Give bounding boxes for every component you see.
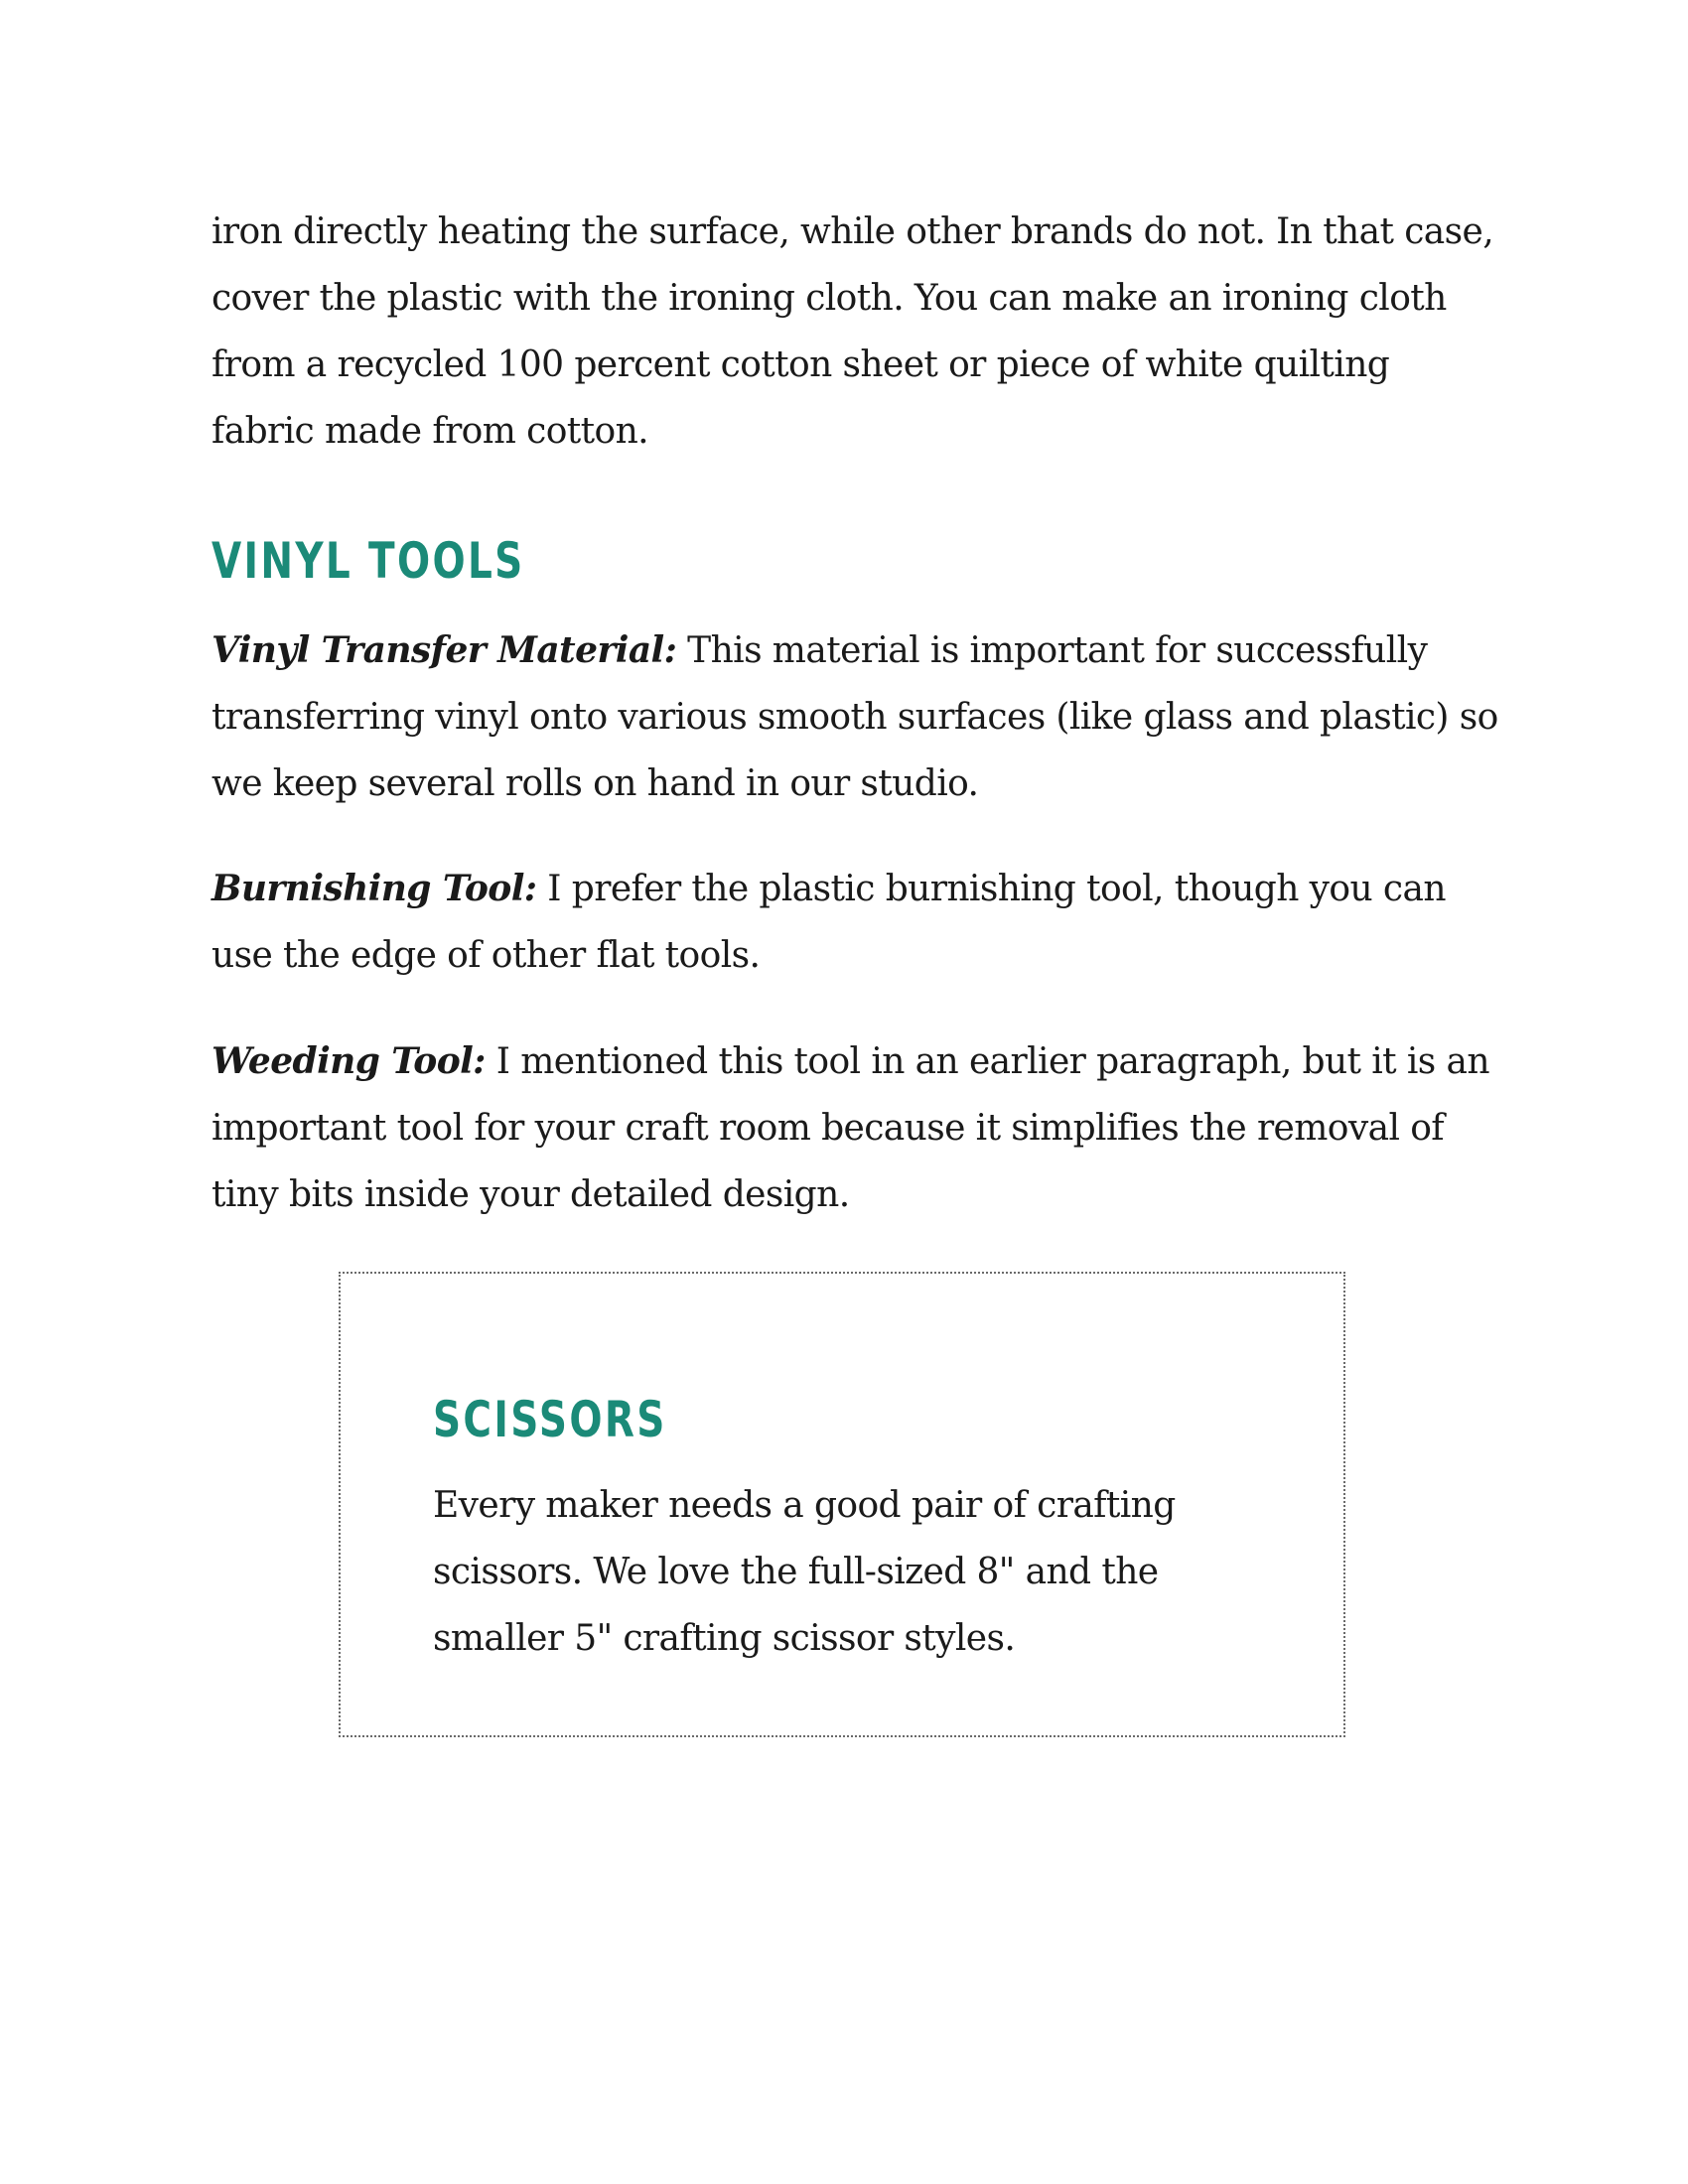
sidebar-heading-scissors: SCISSORS [433, 1391, 667, 1448]
burnishing-tool-description: I prefer the plastic burnishing tool, though you can use the edge of other flat tools. [211, 869, 1446, 976]
term-burnishing-tool: Burnishing Tool: [211, 868, 537, 909]
scissors-sidebar-box [339, 1272, 1345, 1737]
vinyl-transfer-description: This material is important for successfully transferring vinyl onto various smooth surfaces (like glass and plastic) so we keep several rolls on hand in our studio. [211, 630, 1498, 804]
weeding-tool-description: I mentioned this tool in an earlier paragraph, but it is an important tool for your craft room because it simplifies the removal of tiny bits inside your detailed design. [211, 1041, 1489, 1215]
term-vinyl-transfer-material: Vinyl Transfer Material: [211, 629, 677, 671]
intro-paragraph: iron directly heating the surface, while other brands do not. In that case, cover the plastic with the ironing cloth. You can make an ironing cloth from a recycled 100 percent cotton sheet or piece of white quilting fabric made from cotton. [211, 211, 1494, 452]
term-weeding-tool: Weeding Tool: [211, 1040, 486, 1082]
weeding-tool-paragraph [211, 1028, 1502, 1228]
scissors-paragraph: Every maker needs a good pair of crafting scissors. We love the full-sized 8" and the smaller 5" crafting scissor styles. [433, 1485, 1176, 1659]
section-heading-vinyl-tools: VINYL TOOLS [211, 532, 525, 590]
vinyl-transfer-paragraph [211, 617, 1502, 817]
burnishing-tool-paragraph [211, 856, 1502, 989]
